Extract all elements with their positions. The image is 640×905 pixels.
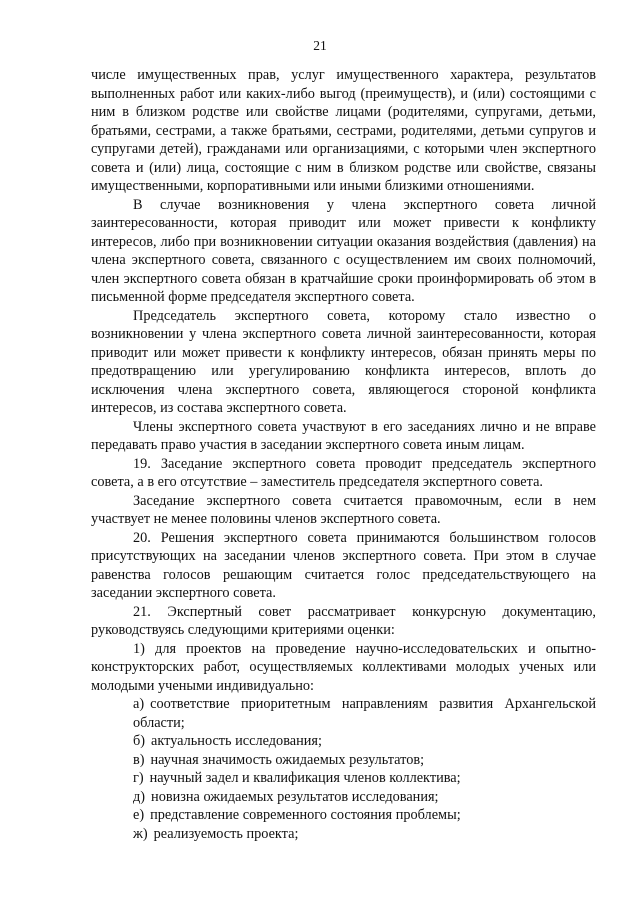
criteria-item — [91, 788, 596, 807]
list-marker: б) — [133, 733, 146, 749]
criteria-item — [91, 806, 596, 825]
criteria-text: научный задел и квалификация членов коллектива; — [149, 770, 461, 786]
paragraph-quorum: Заседание экспертного совета считается правомочным, если в нем участвует не менее половины членов экспертного совета. — [91, 492, 596, 527]
page-number: 21 — [313, 38, 327, 53]
list-marker: в) — [133, 751, 145, 768]
list-marker: г) — [133, 770, 144, 786]
criteria-text: представление современного состояния проблемы; — [150, 807, 461, 823]
paragraph-personal-participation: Члены экспертного совета участвуют в его заседаниях лично и не вправе передавать право участия в заседании экспертного совета иным лицам. — [91, 418, 596, 453]
criteria-item — [91, 751, 596, 770]
criteria-text: соответствие приоритетным направлениям развития Архангельской области; — [133, 696, 596, 731]
criteria-text: новизна ожидаемых результатов исследования; — [151, 788, 439, 805]
paragraph-item-21: 21. Экспертный совет рассматривает конкурсную документацию, руководствуясь следующими критериями оценки: — [91, 603, 596, 638]
paragraph-chairman-measures: Председатель экспертного совета, которому стало известно о возникновении у члена экспертного совета личной заинтересованности, которая приводит или может привести к конфликту интересов, обязан принять меры по предотвращению или урегулированию конфликта интересов, вплоть до исключения члена экспертного совета, являющегося стороной конфликта интересов, из состава экспертного совета. — [91, 307, 596, 416]
paragraph-conflict-notification: В случае возникновения у члена экспертного совета личной заинтересованности, которая приводит или может привести к конфликту интересов, либо при возникновении ситуации оказания воздействия (давления) на члена экспертного совета, связанного с осуществлением им своих полномочий, член экспертного совета обязан в кратчайшие сроки проинформировать об этом в письменной форме председателя экспертного совета. — [91, 196, 596, 305]
paragraph-item-19: 19. Заседание экспертного совета проводит председатель экспертного совета, а в его отсутствие – заместитель председателя экспертного совета. — [91, 455, 596, 490]
list-marker: ж) — [133, 825, 148, 842]
list-marker: а) — [133, 696, 145, 712]
list-marker: е) — [133, 807, 145, 823]
criteria-item — [91, 732, 596, 751]
criteria-item — [91, 769, 596, 788]
document-body — [91, 66, 596, 843]
paragraph-item-20: 20. Решения экспертного совета принимаются большинством голосов присутствующих на заседании членов экспертного совета. При этом в случае равенства голосов решающим считается голос председательствующего на заседании экспертного совета. — [91, 529, 596, 601]
paragraph-continuation: числе имущественных прав, услуг имущественного характера, результатов выполненных работ или каких-либо выгод (преимуществ), и (или) состоящими с ним в близком родстве или свойстве лицами (родителями, супругами, детьми, братьями, сестрами, а также братьями, сестрами, родителями, детьми супругов и супругами детей), гражданами или организациями, с которыми член экспертного совета и (или) лица, состоящие с ним в близком родстве или свойстве, связаны имущественными, корпоративными или иными близкими отношениями. — [91, 67, 596, 194]
criteria-item — [91, 825, 596, 844]
criteria-text: реализуемость проекта; — [153, 825, 299, 842]
list-marker: д) — [133, 788, 146, 805]
criteria-text: научная значимость ожидаемых результатов; — [150, 751, 425, 768]
criteria-text: актуальность исследования; — [151, 733, 322, 749]
criteria-item — [91, 695, 596, 732]
paragraph-subitem-1: 1) для проектов на проведение научно-исследовательских и опытно-конструкторских работ, осуществляемых коллективами молодых ученых или молодыми учеными индивидуально: — [91, 640, 596, 694]
